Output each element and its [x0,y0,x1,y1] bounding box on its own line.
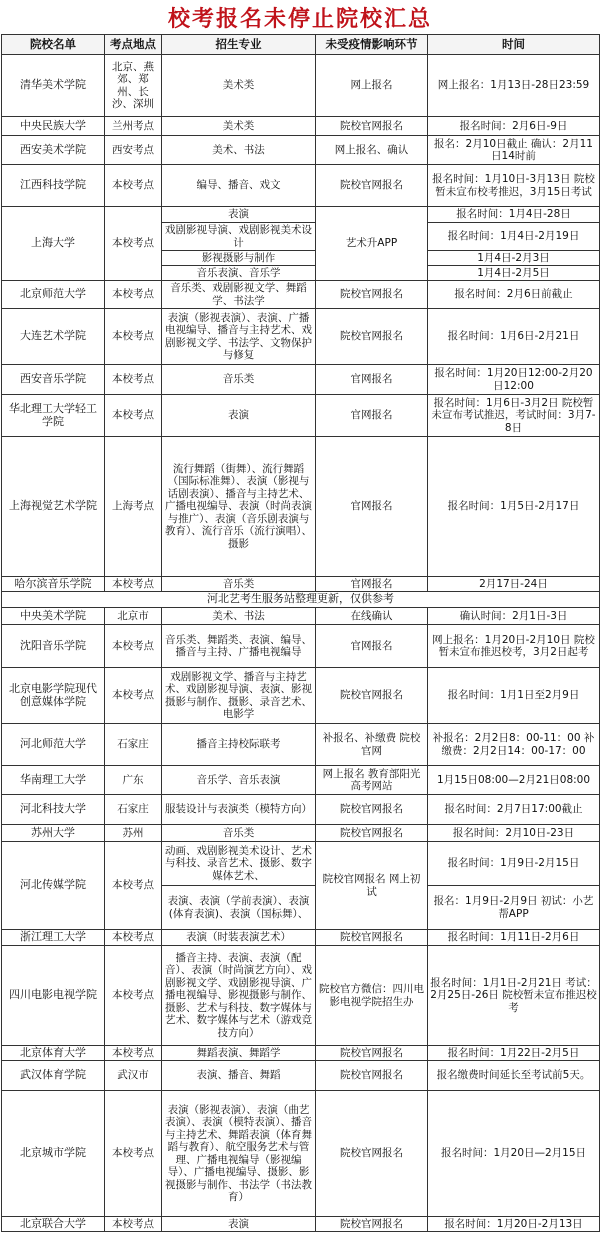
stage-cell: 院校官网报名 [316,1217,428,1232]
site-cell: 本校考点 [105,309,162,365]
majors-cell: 音乐学、音乐表演 [162,766,316,795]
majors-cell: 表演（时装表演艺术） [162,930,316,946]
site-cell: 苏州 [105,825,162,842]
table-row [2,577,600,592]
table-row [2,946,600,1046]
time-cell: 1月15日08:00—2月21日08:00 [428,766,600,795]
site-cell: 武汉市 [105,1061,162,1091]
stage-cell: 院校官网报名 [316,668,428,724]
site-cell: 本校考点 [105,577,162,592]
school-cell: 华北理工大学轻工学院 [2,395,105,437]
time-cell: 2月17日-24日 [428,577,600,592]
table-row [2,117,600,136]
time-cell: 报名时间：2月6日-9日 [428,117,600,136]
time-cell: 报名时间：1月10日-3月13日 院校暂未宣布校考推迟，3月15日考试 [428,165,600,207]
majors-cell: 动画、戏剧影视美术设计、艺术与科技、录音艺术、摄影、数字媒体艺术、 [162,842,316,886]
site-cell: 本校考点 [105,842,162,930]
stage-cell: 官网报名 [316,625,428,668]
majors-cell: 音乐表演、音乐学 [162,266,316,281]
site-cell: 西安考点 [105,136,162,165]
stage-cell: 院校官网报名 [316,1046,428,1061]
majors-cell: 表演（影视表演）、表演（曲艺表演）、表演（模特表演）、播音与主持艺术、舞蹈表演（体育舞蹈与教育）、航空服务艺术与管理、广播电视编导（影视编导）、广播电视编导、摄影、影视摄影与制作、书法学（书法教育） [162,1091,316,1217]
header-time: 时间 [428,35,600,55]
school-cell: 沈阳音乐学院 [2,625,105,668]
majors-cell: 美术、书法 [162,608,316,625]
school-cell: 哈尔滨音乐学院 [2,577,105,592]
table-row [2,281,600,309]
site-cell: 本校考点 [105,625,162,668]
schools-table [1,34,600,1232]
table-row [2,1091,600,1217]
time-cell: 网上报名：1月20日-2月10日 院校暂未宣布推迟校考，3月2日起考 [428,625,600,668]
site-cell: 本校考点 [105,165,162,207]
stage-cell: 院校官网报名 [316,1061,428,1091]
time-cell: 报名时间：1月1日-2月21日 考试：2月25日-26日 院校暂未宣布推迟校考 [428,946,600,1046]
table-row [2,395,600,437]
time-cell: 报名时间：1月1日至2月9日 [428,668,600,724]
site-cell: 北京、燕郊、郑州、长沙、深圳 [105,55,162,117]
table-row [2,309,600,365]
time-cell: 1月4日-2月5日 [428,266,600,281]
school-cell: 西安美术学院 [2,136,105,165]
time-cell: 报名时间：1月4日-2月19日 [428,223,600,251]
school-cell: 北京体育大学 [2,1046,105,1061]
majors-cell: 播音主持、表演、表演（配音）、表演（时尚演艺方向）、戏剧影视文学、戏剧影视导演、广播电视编导、影视摄影与制作、摄影、艺术与科技、数字媒体与艺术、数字媒体与艺术（游戏竞技方向） [162,946,316,1046]
page-title: 校考报名未停止院校汇总 [167,5,432,32]
majors-cell: 舞蹈表演、舞蹈学 [162,1046,316,1061]
table-row [2,1217,600,1232]
time-cell: 报名时间：1月11日-2月6日 [428,930,600,946]
table-row [2,1046,600,1061]
table-row [2,55,600,117]
stage-cell: 补报名、补缴费 院校官网 [316,724,428,766]
school-cell: 北京电影学院现代创意媒体学院 [2,668,105,724]
majors-cell: 表演 [162,1217,316,1232]
stage-cell: 院校官网报名 [316,795,428,825]
header-majors: 招生专业 [162,35,316,55]
time-cell: 补报名：2月2日8：00-11：00 补缴费：2月2日14：00-17：00 [428,724,600,766]
header-row [2,35,600,55]
site-cell: 本校考点 [105,1217,162,1232]
time-cell: 报名时间：1月6日-3月2日 院校暂未宣布考试推迟，考试时间：3月7-8日 [428,395,600,437]
time-cell: 确认时间：2月1日-3日 [428,608,600,625]
stage-cell: 院校官网报名 [316,1091,428,1217]
site-cell: 本校考点 [105,395,162,437]
header-site: 考点地点 [105,35,162,55]
majors-cell: 美术、书法 [162,136,316,165]
majors-cell: 播音主持校际联考 [162,724,316,766]
school-cell: 浙江理工大学 [2,930,105,946]
table-row [2,668,600,724]
majors-cell: 美术类 [162,55,316,117]
school-cell: 上海大学 [2,207,105,281]
site-cell: 本校考点 [105,281,162,309]
majors-cell: 音乐类、舞蹈类、表演、编导、播音与主持、广播电视编导 [162,625,316,668]
table-row [2,608,600,625]
stage-cell: 艺术升APP [316,207,428,281]
site-cell: 石家庄 [105,724,162,766]
school-cell: 中央民族大学 [2,117,105,136]
table-row [2,930,600,946]
majors-cell: 表演（影视表演）、表演、广播电视编导、播音与主持艺术、戏剧影视文学、书法学、文物保护与修复 [162,309,316,365]
time-cell: 报名时间：1月20日12:00-2月20日12:00 [428,365,600,395]
table-row [2,437,600,577]
school-cell: 上海视觉艺术学院 [2,437,105,577]
site-cell: 兰州考点 [105,117,162,136]
site-cell: 本校考点 [105,930,162,946]
site-cell: 本校考点 [105,1091,162,1217]
table-row [2,842,600,886]
site-cell: 本校考点 [105,365,162,395]
school-cell: 河北传媒学院 [2,842,105,930]
time-cell: 报名时间：1月20日-2月13日 [428,1217,600,1232]
stage-cell: 网上报名 [316,55,428,117]
time-cell: 报名时间：2月7日17:00截止 [428,795,600,825]
stage-cell: 官网报名 [316,577,428,592]
school-cell: 中央美术学院 [2,608,105,625]
majors-cell: 音乐类 [162,365,316,395]
note-row [2,592,600,608]
header-stage: 未受疫情影响环节 [316,35,428,55]
majors-cell: 音乐类 [162,577,316,592]
majors-cell: 表演、表演（学前表演）、表演(体育表演)、表演（国标舞）、 [162,886,316,930]
time-cell: 网上报名：1月13日-28日23:59 [428,55,600,117]
site-cell: 本校考点 [105,668,162,724]
stage-cell: 院校官网报名 [316,281,428,309]
majors-cell: 表演 [162,395,316,437]
majors-cell: 戏剧影视文学、播音与主持艺术、戏剧影视导演、表演、影视摄影与制作、摄影、录音艺术、电影学 [162,668,316,724]
time-cell: 报名时间：1月4日-28日 [428,207,600,223]
majors-cell: 表演、播音、舞蹈 [162,1061,316,1091]
note-cell: 河北艺考生服务站整理更新，仅供参考 [2,592,600,608]
table-row [2,1061,600,1091]
stage-cell: 院校官网报名 [316,165,428,207]
table-row [2,766,600,795]
site-cell: 北京市 [105,608,162,625]
majors-cell: 音乐类 [162,825,316,842]
stage-cell: 官网报名 [316,395,428,437]
site-cell: 本校考点 [105,1046,162,1061]
stage-cell: 网上报名、确认 [316,136,428,165]
site-cell: 广东 [105,766,162,795]
time-cell: 报名时间：1月22日-2月5日 [428,1046,600,1061]
school-cell: 北京城市学院 [2,1091,105,1217]
stage-cell: 院校官网报名 [316,309,428,365]
majors-cell: 影视摄影与制作 [162,251,316,266]
time-cell: 报名时间：2月10日-23日 [428,825,600,842]
table-row [2,365,600,395]
table-row [2,795,600,825]
stage-cell: 在线确认 [316,608,428,625]
stage-cell: 官网报名 [316,365,428,395]
stage-cell: 院校官网报名 [316,825,428,842]
school-cell: 河北科技大学 [2,795,105,825]
majors-cell: 编导、播音、戏文 [162,165,316,207]
table-row [2,207,600,223]
time-cell: 报名：1月9日-2月9日 初试：小艺帮APP [428,886,600,930]
table-row [2,136,600,165]
school-cell: 北京师范大学 [2,281,105,309]
stage-cell: 院校官网报名 [316,930,428,946]
time-cell: 报名时间：1月5日-2月17日 [428,437,600,577]
school-cell: 四川电影电视学院 [2,946,105,1046]
majors-cell: 戏剧影视导演、戏剧影视美术设计 [162,223,316,251]
table-row [2,165,600,207]
majors-cell: 流行舞蹈（街舞）、流行舞蹈（国际标准舞）、表演（影视与话剧表演）、播音与主持艺术、广播电视编导、表演（时尚表演与推广）、表演（音乐剧表演与教育）、流行音乐（流行演唱）、摄影 [162,437,316,577]
time-cell: 1月4日-2月3日 [428,251,600,266]
school-cell: 西安音乐学院 [2,365,105,395]
school-cell: 大连艺术学院 [2,309,105,365]
stage-cell: 官网报名 [316,437,428,577]
time-cell: 报名时间：1月9日-2月15日 [428,842,600,886]
majors-cell: 表演 [162,207,316,223]
school-cell: 清华美术学院 [2,55,105,117]
table-row [2,724,600,766]
school-cell: 华南理工大学 [2,766,105,795]
site-cell: 本校考点 [105,207,162,281]
time-cell: 报名时间：2月6日前截止 [428,281,600,309]
majors-cell: 服装设计与表演类（模特方向） [162,795,316,825]
time-cell: 报名缴费时间延长至考试前5天。 [428,1061,600,1091]
site-cell: 石家庄 [105,795,162,825]
table-row [2,825,600,842]
time-cell: 报名：2月10日截止 确认：2月11日14时前 [428,136,600,165]
school-cell: 河北师范大学 [2,724,105,766]
header-school: 院校名单 [2,35,105,55]
site-cell: 本校考点 [105,946,162,1046]
time-cell: 报名时间：1月6日-2月21日 [428,309,600,365]
time-cell: 报名时间：1月20日—2月15日 [428,1091,600,1217]
stage-cell: 网上报名 教育部阳光高考网站 [316,766,428,795]
site-cell: 上海考点 [105,437,162,577]
stage-cell: 院校官方微信：四川电影电视学院招生办 [316,946,428,1046]
school-cell: 北京联合大学 [2,1217,105,1232]
majors-cell: 美术类 [162,117,316,136]
majors-cell: 音乐类、戏剧影视文学、舞蹈学、书法学 [162,281,316,309]
stage-cell: 院校官网报名 网上初试 [316,842,428,930]
table-row [2,625,600,668]
school-cell: 江西科技学院 [2,165,105,207]
stage-cell: 院校官网报名 [316,117,428,136]
school-cell: 苏州大学 [2,825,105,842]
school-cell: 武汉体育学院 [2,1061,105,1091]
